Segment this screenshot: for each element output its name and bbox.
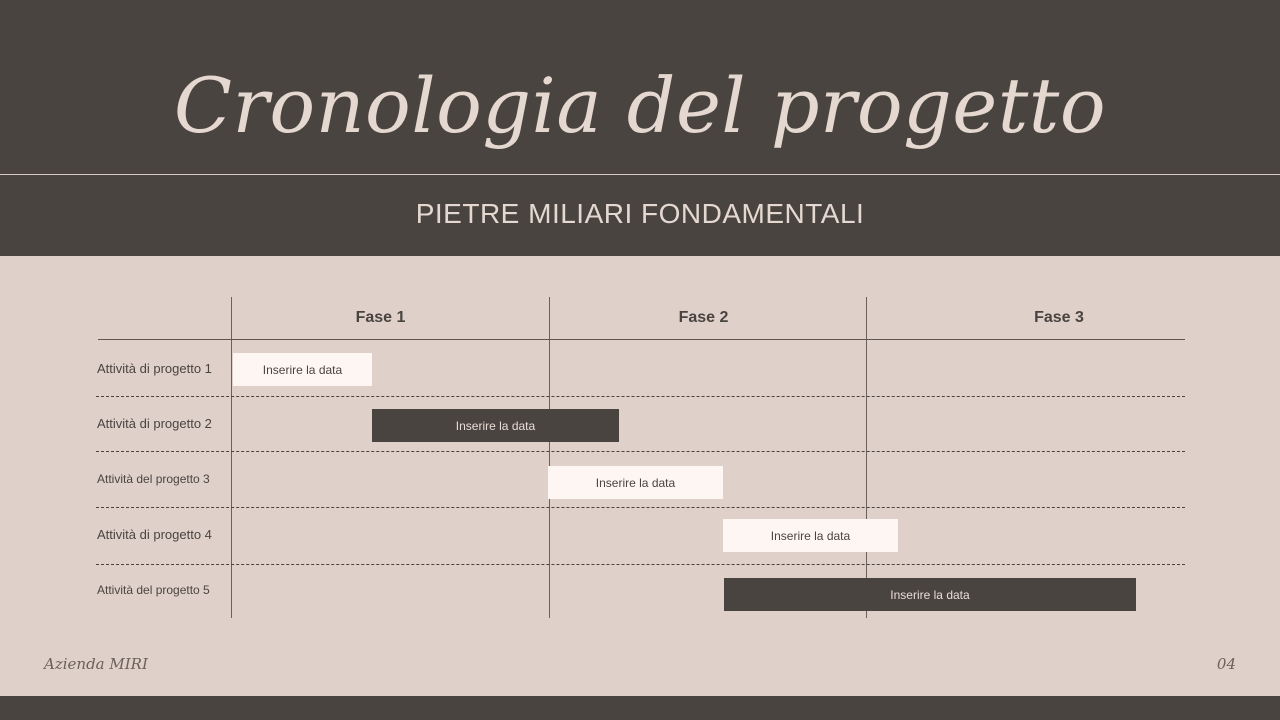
company-name: Azienda MIRI <box>44 655 148 673</box>
header-rule <box>98 339 1185 340</box>
row-separator <box>96 507 1185 508</box>
phase-header-2: Fase 2 <box>678 309 729 326</box>
task-bar-5: Inserire la data <box>724 578 1136 611</box>
task-label-1: Attività di progetto 1 <box>97 361 212 376</box>
page-title: Cronologia del progetto <box>173 61 1107 150</box>
page-subtitle: PIETRE MILIARI FONDAMENTALI <box>415 198 865 229</box>
task-label-5: Attività del progetto 5 <box>97 583 210 597</box>
task-bar-2: Inserire la data <box>372 409 619 442</box>
phase-header-1: Fase 1 <box>355 309 406 326</box>
phase-divider-2 <box>866 297 867 618</box>
row-separator <box>96 451 1185 452</box>
page-number: 04 <box>1216 655 1236 673</box>
footer-band <box>0 696 1280 720</box>
task-bar-3: Inserire la data <box>548 466 723 499</box>
task-label-4: Attività di progetto 4 <box>97 527 212 542</box>
task-column-divider <box>231 297 232 618</box>
phase-header-3: Fase 3 <box>1034 309 1084 326</box>
task-bar-4: Inserire la data <box>723 519 898 552</box>
phase-divider-1 <box>549 297 550 618</box>
task-label-3: Attività del progetto 3 <box>97 472 210 486</box>
row-separator <box>96 564 1185 565</box>
row-separator <box>96 396 1185 397</box>
task-bar-1: Inserire la data <box>233 353 372 386</box>
task-label-2: Attività di progetto 2 <box>97 416 212 431</box>
